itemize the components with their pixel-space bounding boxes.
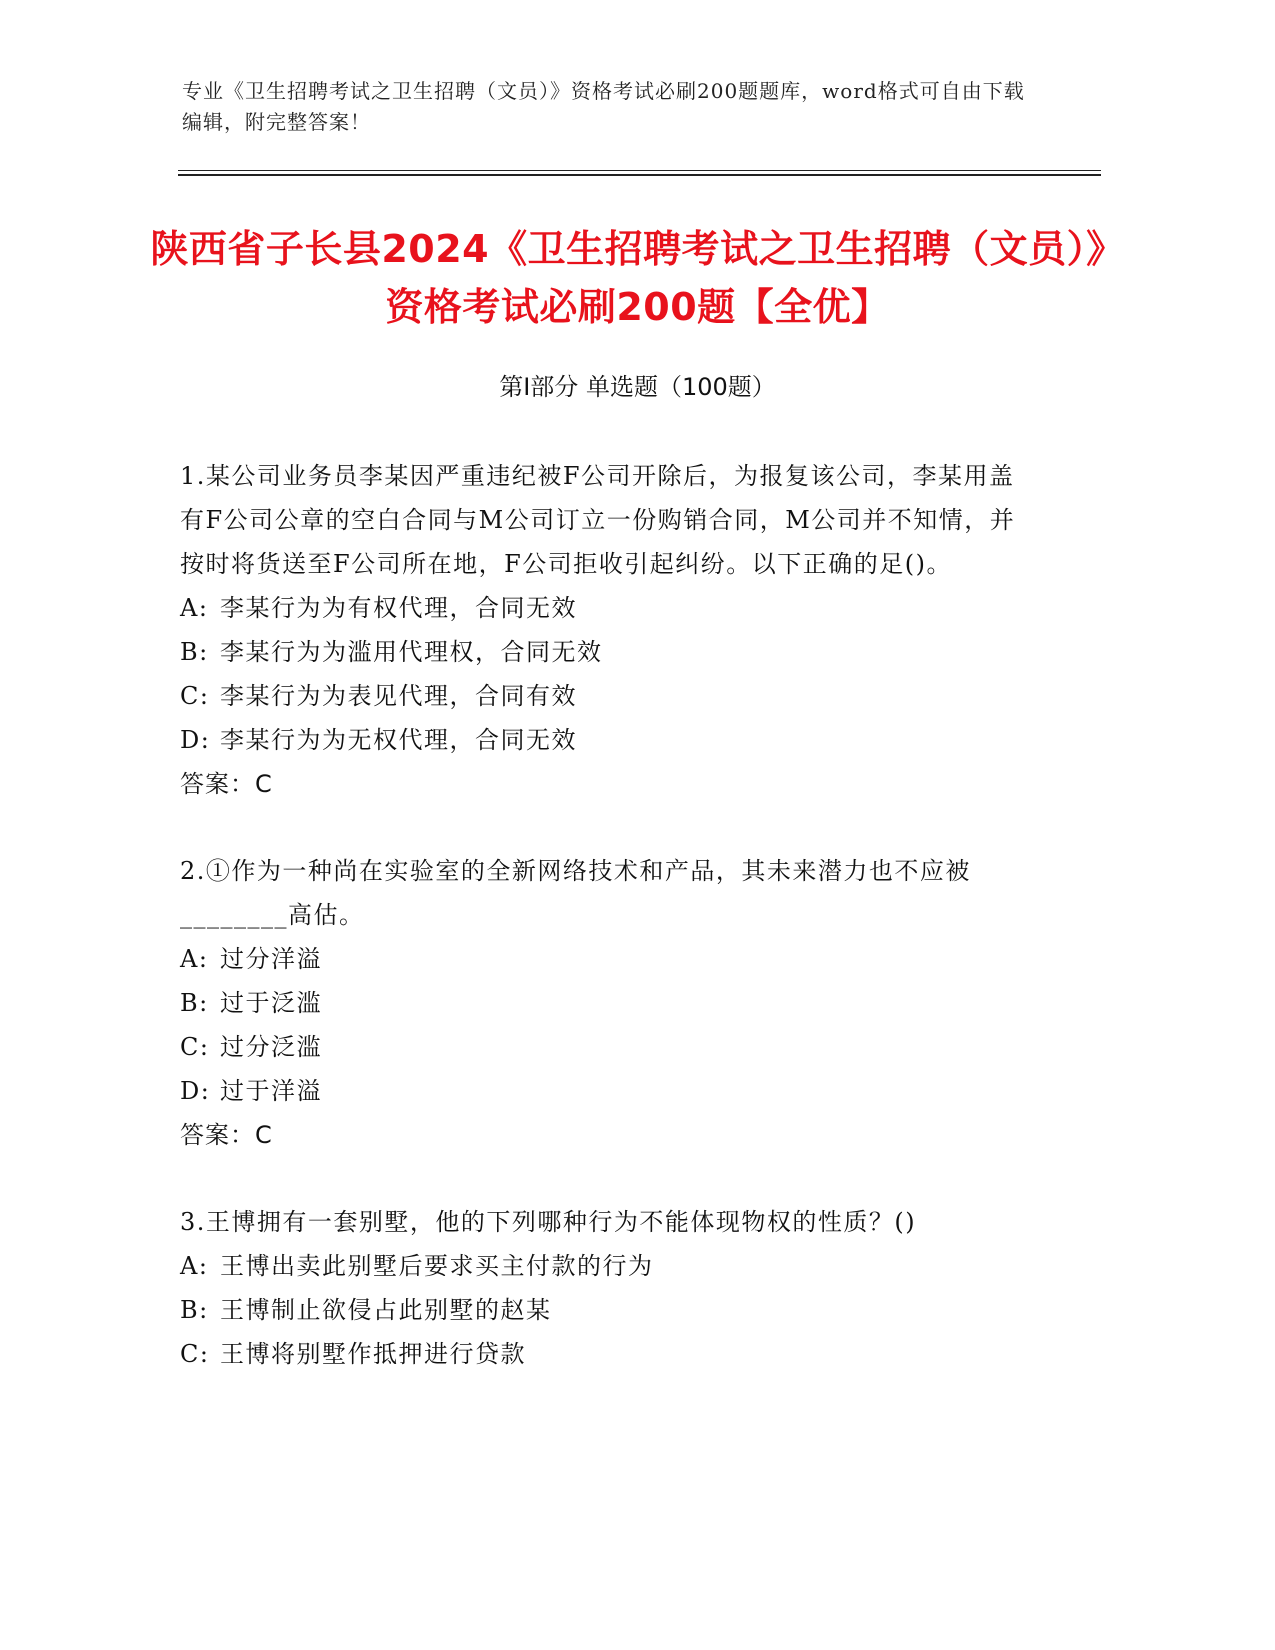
question-option <box>180 674 1040 718</box>
option-text: 王博制止欲侵占此别墅的赵某 <box>220 1296 552 1324</box>
option-text: 王博出卖此别墅后要求买主付款的行为 <box>220 1252 654 1280</box>
document-title: 陕西省子长县2024《卫生招聘考试之卫生招聘（文员）》资格考试必刷200题【全优】 <box>150 227 1125 329</box>
question-spacer <box>180 806 1040 849</box>
option-text: 李某行为为表见代理，合同有效 <box>220 682 577 710</box>
question-spacer <box>180 1157 1040 1200</box>
question-item <box>180 849 1040 1157</box>
question-option <box>180 981 1040 1025</box>
question-option <box>180 718 1040 762</box>
option-text: 李某行为为滥用代理权，合同无效 <box>220 638 603 666</box>
option-text: 过于泛滥 <box>220 989 322 1017</box>
question-stem: 2.①作为一种尚在实验室的全新网络技术和产品，其未来潜力也不应被________高估。 <box>180 857 971 929</box>
question-stem: 1.某公司业务员李某因严重违纪被F公司开除后，为报复该公司，李某用盖有F公司公章的空白合同与M公司订立一份购销合同，M公司并不知情，并按时将货送至F公司所在地，F公司拒收引起纠纷。以下正确的足()。 <box>180 462 1016 578</box>
question-stem: 3.王博拥有一套别墅，他的下列哪种行为不能体现物权的性质？() <box>180 1208 917 1236</box>
option-letter: B: <box>180 638 209 666</box>
option-text: 过于洋溢 <box>220 1077 322 1105</box>
option-letter: B: <box>180 989 209 1017</box>
question-answer: 答案：C <box>180 770 273 798</box>
question-option <box>180 1025 1040 1069</box>
question-option <box>180 1288 1040 1332</box>
option-text: 王博将别墅作抵押进行贷款 <box>220 1340 526 1368</box>
header-divider-thick <box>178 174 1101 176</box>
question-item <box>180 1200 1040 1376</box>
option-text: 过分泛滥 <box>220 1033 322 1061</box>
question-list <box>180 454 1040 1376</box>
option-letter: A: <box>180 1252 209 1280</box>
question-item <box>180 454 1040 806</box>
option-letter: B: <box>180 1296 209 1324</box>
question-option <box>180 630 1040 674</box>
question-option <box>180 1332 1040 1376</box>
option-letter: A: <box>180 594 209 622</box>
question-option <box>180 937 1040 981</box>
header-note: 专业《卫生招聘考试之卫生招聘（文员）》资格考试必刷200题题库，word格式可自由下载编辑，附完整答案！ <box>182 79 1025 134</box>
option-letter: D: <box>180 726 211 754</box>
question-option <box>180 1069 1040 1113</box>
question-answer: 答案：C <box>180 1121 273 1149</box>
option-letter: A: <box>180 945 209 973</box>
option-letter: C: <box>180 682 210 710</box>
section-title: 第Ⅰ部分 单选题（100题） <box>499 373 776 401</box>
option-letter: C: <box>180 1340 210 1368</box>
option-text: 李某行为为有权代理，合同无效 <box>220 594 577 622</box>
option-letter: C: <box>180 1033 210 1061</box>
option-text: 过分洋溢 <box>220 945 322 973</box>
question-option <box>180 586 1040 630</box>
question-option <box>180 1244 1040 1288</box>
option-letter: D: <box>180 1077 211 1105</box>
header-divider-thin <box>178 170 1101 171</box>
option-text: 李某行为为无权代理，合同无效 <box>220 726 577 754</box>
